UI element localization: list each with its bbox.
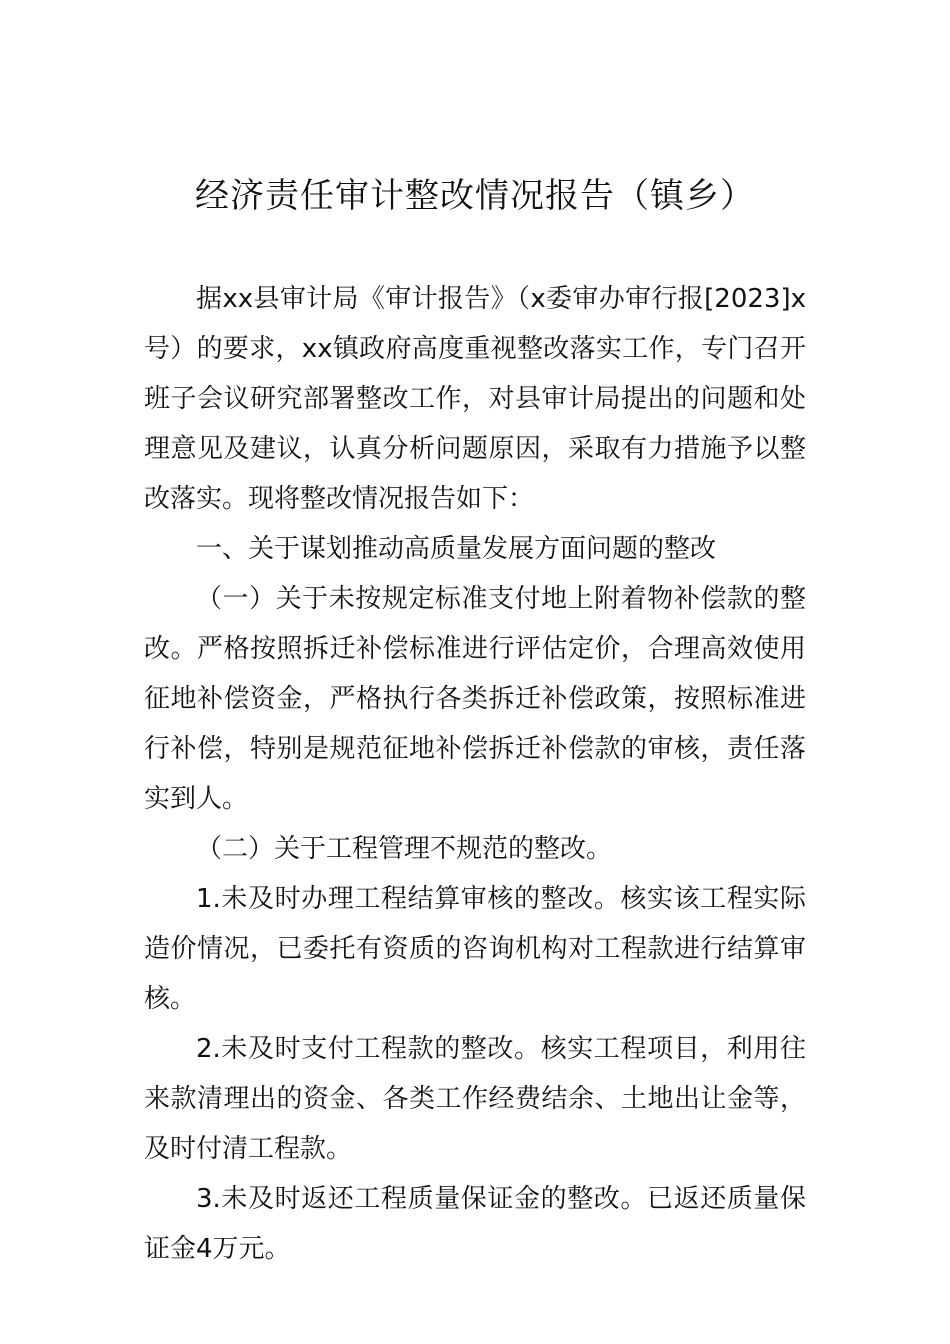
paragraph-point-1: 1.未及时办理工程结算审核的整改。核实该工程实际造价情况，已委托有资质的咨询机构对工程款进行结算审核。 [144,884,806,1014]
document-title: 经济责任审计整改情况报告（镇乡） [195,176,755,216]
paragraph-item-1: （一）关于未按规定标准支付地上附着物补偿款的整改。严格按照拆迁补偿标准进行评估定价，合理高效使用征地补偿资金，严格执行各类拆迁补偿政策，按照标准进行补偿，特别是规范征地补偿拆迁补偿款的审核，责任落实到人。 [144,584,806,814]
section-heading-1: 一、关于谋划推动高质量发展方面问题的整改 [196,534,717,564]
paragraph-intro: 据xx县审计局《审计报告》（x委审办审行报[2023]x号）的要求，xx镇政府高度重视整改落实工作，专门召开班子会议研究部署整改工作，对县审计局提出的问题和处理意见及建议，认真分析问题原因，采取有力措施予以整改落实。现将整改情况报告如下： [144,284,806,514]
paragraph-point-2: 2.未及时支付工程款的整改。核实工程项目，利用往来款清理出的资金、各类工作经费结余、土地出让金等，及时付清工程款。 [144,1034,806,1164]
document-body [144,274,806,1274]
paragraph-point-3: 3.未及时返还工程质量保证金的整改。已返还质量保证金4万元。 [144,1184,806,1264]
subsection-heading-2: （二）关于工程管理不规范的整改。 [196,834,613,864]
